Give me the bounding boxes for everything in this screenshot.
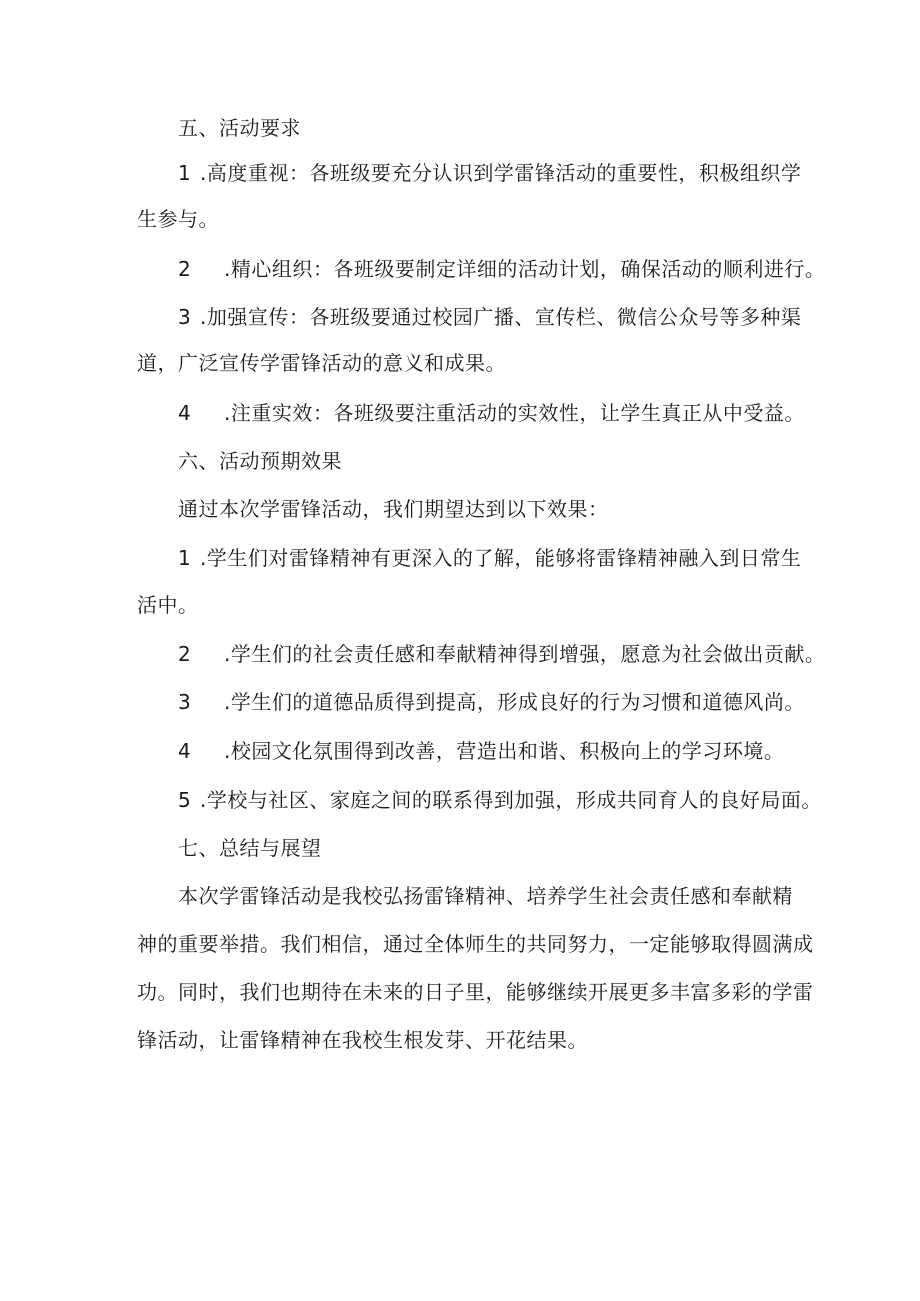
list-item-text: .学生们的道德品质得到提高，形成良好的行为习惯和道德风尚。 (224, 690, 805, 714)
section5-item1-line2: 生参与。 (137, 207, 219, 231)
list-number: 2 (178, 257, 192, 281)
section5-heading: 五、活动要求 (178, 116, 301, 140)
section6-intro: 通过本次学雷锋活动，我们期望达到以下效果： (178, 497, 609, 521)
section5-item4 (178, 399, 805, 427)
section6-item2 (178, 640, 825, 668)
list-item-text: .校园文化氛围得到改善，营造出和谐、积极向上的学习环境。 (224, 739, 785, 763)
list-number: 2 (178, 642, 192, 666)
section5-item3-line2: 道，广泛宣传学雷锋活动的意义和成果。 (137, 351, 506, 375)
section5-item3-line1 (178, 303, 801, 331)
list-item-text: .学校与社区、家庭之间的联系得到加强，形成共同育人的良好局面。 (200, 788, 822, 812)
list-number: 4 (178, 401, 192, 425)
section7-para-line1: 本次学雷锋活动是我校弘扬雷锋精神、培养学生社会责任感和奉献精 (178, 884, 793, 908)
list-item-text: .加强宣传：各班级要通过校园广播、宣传栏、微信公众号等多种渠 (200, 305, 802, 329)
section6-item4 (178, 737, 784, 765)
section6-item1-line1 (178, 544, 801, 572)
section6-item3 (178, 688, 805, 716)
list-item-text: .注重实效：各班级要注重活动的实效性，让学生真正从中受益。 (224, 401, 805, 425)
section6-heading: 六、活动预期效果 (178, 449, 342, 473)
section7-para-line4: 锋活动，让雷锋精神在我校生根发芽、开花结果。 (137, 1028, 588, 1052)
list-number: 5 (178, 788, 192, 812)
section6-item5 (178, 786, 822, 814)
section5-item2 (178, 255, 825, 283)
list-number: 3 (178, 690, 192, 714)
section6-item1-line2: 活中。 (137, 593, 199, 617)
section7-heading: 七、总结与展望 (178, 836, 322, 860)
section5-item1-line1 (178, 159, 801, 187)
list-item-text: .高度重视：各班级要充分认识到学雷锋活动的重要性，积极组织学 (200, 161, 802, 185)
list-number: 1 (178, 546, 192, 570)
list-item-text: .学生们的社会责任感和奉献精神得到增强，愿意为社会做出贡献。 (224, 642, 826, 666)
list-number: 4 (178, 739, 192, 763)
list-item-text: .精心组织：各班级要制定详细的活动计划，确保活动的顺利进行。 (224, 257, 826, 281)
section7-para-line3: 功。同时，我们也期待在未来的日子里，能够继续开展更多丰富多彩的学雷 (137, 980, 814, 1004)
list-item-text: .学生们对雷锋精神有更深入的了解，能够将雷锋精神融入到日常生 (200, 546, 802, 570)
section7-para-line2: 神的重要举措。我们相信，通过全体师生的共同努力，一定能够取得圆满成 (137, 932, 814, 956)
list-number: 1 (178, 161, 192, 185)
list-number: 3 (178, 305, 192, 329)
